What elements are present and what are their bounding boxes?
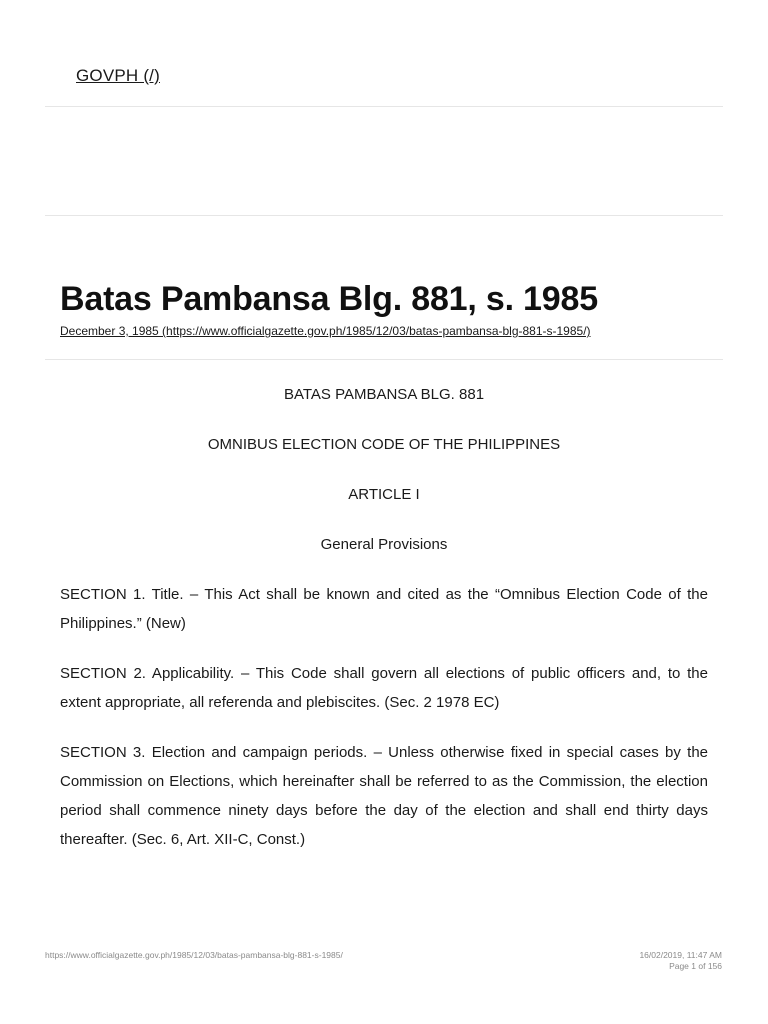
banner-divider bbox=[45, 215, 723, 216]
article-heading: ARTICLE I bbox=[348, 486, 420, 503]
title-divider bbox=[45, 359, 723, 360]
page-title: Batas Pambansa Blg. 881, s. 1985 bbox=[60, 280, 598, 318]
footer-page-number: Page 1 of 156 bbox=[669, 961, 722, 971]
article-subheading: General Provisions bbox=[320, 536, 448, 553]
section-3-paragraph: SECTION 3. Election and campaign periods. – Unless otherwise fixed in special cases by the Commission on Elections, which hereinafter shall be referred to as the Commission, the election period shall commence ninety days before the day of the election and shall end thirty days thereafter. (Sec. 6, Art. XII-C, Const.) bbox=[60, 744, 708, 848]
footer-timestamp: 16/02/2019, 11:47 AM bbox=[639, 950, 722, 960]
govph-home-link[interactable]: GOVPH (/) bbox=[76, 66, 160, 85]
date-permalink[interactable]: December 3, 1985 (https://www.officialgazette.gov.ph/1985/12/03/batas-pambansa-blg-881-s-1985/) bbox=[60, 324, 591, 338]
section-2-paragraph: SECTION 2. Applicability. – This Code shall govern all elections of public officers and, to the extent appropriate, all referenda and plebiscites. (Sec. 2 1978 EC) bbox=[60, 665, 708, 711]
section-1-paragraph: SECTION 1. Title. – This Act shall be known and cited as the “Omnibus Election Code of the Philippines.” (New) bbox=[60, 586, 708, 632]
footer-url: https://www.officialgazette.gov.ph/1985/12/03/batas-pambansa-blg-881-s-1985/ bbox=[45, 950, 343, 960]
footer-meta bbox=[639, 950, 722, 972]
law-number-heading: BATAS PAMBANSA BLG. 881 bbox=[283, 386, 485, 403]
code-name-heading: OMNIBUS ELECTION CODE OF THE PHILIPPINES bbox=[207, 436, 561, 453]
document-body bbox=[60, 380, 708, 875]
header-divider bbox=[45, 106, 723, 107]
